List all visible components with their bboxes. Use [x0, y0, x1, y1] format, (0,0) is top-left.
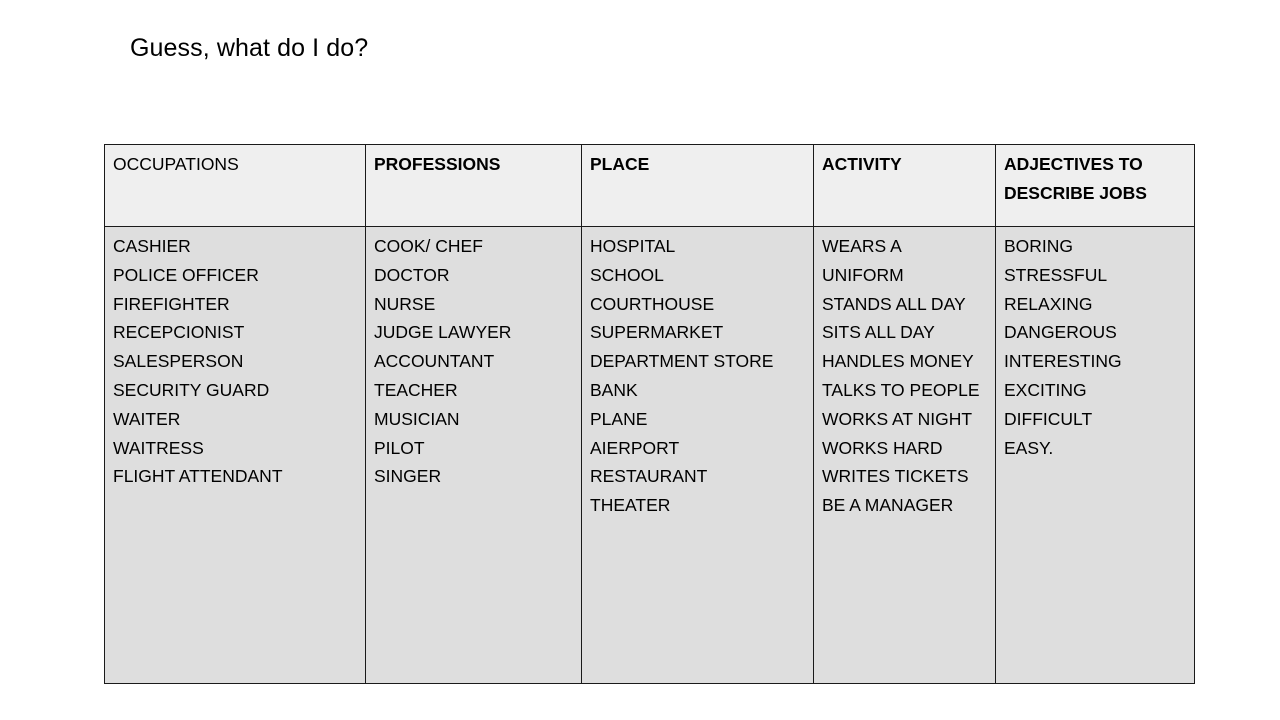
- header-activity: ACTIVITY: [814, 145, 996, 227]
- table-header-row: [105, 145, 1195, 227]
- list-item: SINGER: [374, 466, 442, 487]
- list-item: WAITRESS: [113, 437, 204, 458]
- list-item: STANDS ALL DAY: [822, 293, 966, 314]
- header-professions: PROFESSIONS: [366, 145, 582, 227]
- list-item: EXCITING: [1004, 379, 1087, 400]
- list-item: POLICE OFFICER: [113, 264, 259, 285]
- list-item: EASY.: [1004, 437, 1054, 458]
- list-item: HANDLES MONEY: [822, 351, 974, 372]
- list-item: JUDGE LAWYER: [374, 322, 512, 343]
- list-item: TEACHER: [374, 379, 458, 400]
- table-body-row: [105, 227, 1195, 684]
- list-item: SCHOOL: [590, 264, 664, 285]
- list-item: HOSPITAL: [590, 236, 676, 256]
- list-item: TALKS TO PEOPLE: [822, 379, 980, 400]
- adjectives-cell: [996, 227, 1195, 684]
- list-item: DOCTOR: [374, 264, 450, 285]
- list-item: SALESPERSON: [113, 351, 244, 372]
- list-item: SECURITY GUARD: [113, 379, 270, 400]
- list-item: RECEPCIONIST: [113, 322, 245, 343]
- jobs-table: [104, 144, 1195, 684]
- list-item: ACCOUNTANT: [374, 351, 495, 372]
- list-item: WAITER: [113, 408, 181, 429]
- list-item: AIERPORT: [590, 437, 680, 458]
- list-item: THEATER: [590, 495, 671, 516]
- list-item: CASHIER: [113, 236, 191, 256]
- list-item: COOK/ CHEF: [374, 236, 483, 256]
- list-item: BORING: [1004, 236, 1074, 256]
- place-cell: [582, 227, 814, 684]
- list-item: FIREFIGHTER: [113, 293, 230, 314]
- list-item: WEARS A UNIFORM: [822, 236, 904, 285]
- list-item: INTERESTING: [1004, 351, 1122, 372]
- list-item: PILOT: [374, 437, 425, 458]
- list-item: COURTHOUSE: [590, 293, 715, 314]
- slide-title: Guess, what do I do?: [130, 34, 369, 62]
- professions-cell: [366, 227, 582, 684]
- list-item: FLIGHT ATTENDANT: [113, 466, 283, 487]
- occupations-cell: [105, 227, 366, 684]
- list-item: RELAXING: [1004, 293, 1093, 314]
- header-occupations: OCCUPATIONS: [105, 145, 366, 227]
- list-item: MUSICIAN: [374, 408, 460, 429]
- list-item: DANGEROUS: [1004, 322, 1117, 343]
- list-item: PLANE: [590, 408, 648, 429]
- list-item: SITS ALL DAY: [822, 322, 935, 343]
- list-item: DIFFICULT: [1004, 408, 1093, 429]
- list-item: DEPARTMENT STORE: [590, 351, 774, 372]
- list-item: NURSE: [374, 293, 436, 314]
- list-item: WORKS HARD: [822, 437, 943, 458]
- list-item: WORKS AT NIGHT: [822, 408, 973, 429]
- list-item: WRITES TICKETS: [822, 466, 969, 487]
- activity-cell: [814, 227, 996, 684]
- list-item: BANK: [590, 379, 638, 400]
- list-item: RESTAURANT: [590, 466, 708, 487]
- list-item: BE A MANAGER: [822, 495, 954, 516]
- header-adjectives: ADJECTIVES TO DESCRIBE JOBS: [996, 145, 1195, 227]
- list-item: STRESSFUL: [1004, 264, 1108, 285]
- header-place: PLACE: [582, 145, 814, 227]
- list-item: SUPERMARKET: [590, 322, 724, 343]
